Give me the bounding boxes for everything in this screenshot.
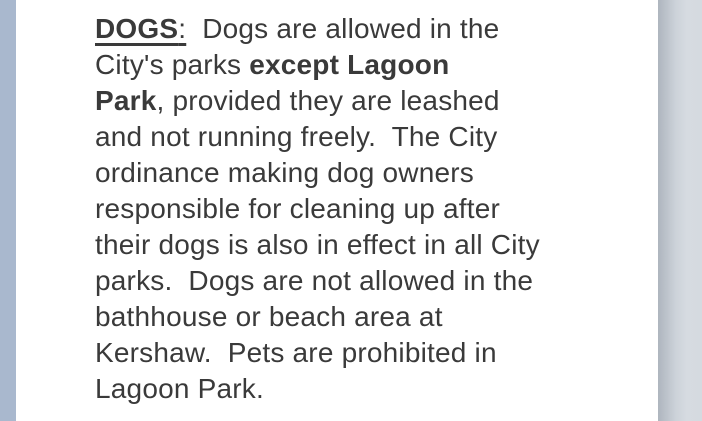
text-line [95, 11, 655, 47]
left-gutter [0, 0, 16, 421]
text-run: responsible for cleaning up after [95, 193, 501, 224]
text-run: Park [95, 85, 157, 116]
text-run: and not running freely. The City [95, 121, 498, 152]
text-line [95, 83, 655, 119]
text-run: ordinance making dog owners [95, 157, 474, 188]
text-run: City's parks [95, 49, 250, 80]
text-run: Dogs are allowed in the [186, 13, 500, 44]
text-run: parks. Dogs are not allowed in the [95, 265, 534, 296]
text-line [95, 47, 655, 83]
text-line [95, 155, 655, 191]
text-run: Kershaw. Pets are prohibited in [95, 337, 497, 368]
text-run: except Lagoon [249, 49, 450, 80]
page-edge-shadow [658, 0, 702, 421]
text-run: , provided they are leashed [156, 85, 500, 116]
text-line [95, 371, 655, 407]
text-run: DOGS [95, 13, 179, 44]
text-line [95, 227, 655, 263]
text-run: : [178, 13, 187, 44]
document-page [16, 0, 658, 421]
text-run: their dogs is also in effect in all City [95, 229, 540, 260]
text-line [95, 335, 655, 371]
text-line [95, 263, 655, 299]
text-run: bathhouse or beach area at [95, 301, 443, 332]
text-line [95, 119, 655, 155]
text-line [95, 299, 655, 335]
text-run: Lagoon Park. [95, 373, 264, 404]
text-line [95, 191, 655, 227]
dogs-paragraph [95, 11, 655, 407]
